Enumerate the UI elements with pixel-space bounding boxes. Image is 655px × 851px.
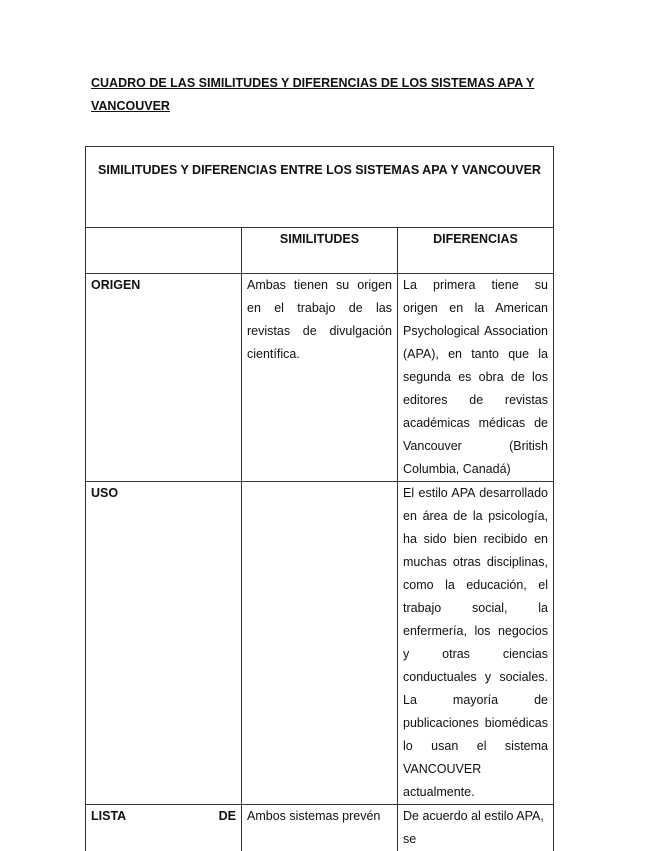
cell-diferencias-uso: El estilo APA desarrollado en área de la psicología, ha sido bien recibido en muchas otras disciplinas, como la educación, el trabajo social, la enfermería, los negocios y otras ciencias conductuales y sociales. La mayoría de publicaciones biomédicas lo usan el sistema VANCOUVER actualmente. <box>398 482 554 805</box>
document-title: CUADRO DE LAS SIMILITUDES Y DIFERENCIAS DE LOS SISTEMAS APA Y VANCOUVER <box>91 72 571 118</box>
row-label-lista-left: LISTA <box>91 805 126 828</box>
header-similitudes: SIMILITUDES <box>242 228 398 274</box>
table-title: SIMILITUDES Y DIFERENCIAS ENTRE LOS SISTEMAS APA Y VANCOUVER <box>86 147 554 228</box>
row-label-uso: USO <box>86 482 242 805</box>
row-label-origen: ORIGEN <box>86 274 242 482</box>
table-title-row <box>86 147 554 228</box>
comparison-table <box>85 146 554 851</box>
header-diferencias: DIFERENCIAS <box>398 228 554 274</box>
row-label-lista-right: DE <box>219 805 236 828</box>
table-row <box>86 274 554 482</box>
table-row <box>86 482 554 805</box>
table-row <box>86 805 554 851</box>
table-header-row <box>86 228 554 274</box>
row-label-lista <box>86 805 242 851</box>
cell-similitudes-lista: Ambos sistemas prevén <box>242 805 398 851</box>
cell-diferencias-lista: De acuerdo al estilo APA, se <box>398 805 554 851</box>
cell-diferencias-origen: La primera tiene su origen en la American Psychological Association (APA), en tanto que la segunda es obra de los editores de revistas académicas médicas de Vancouver (British Columbia, Canadá) <box>398 274 554 482</box>
header-empty <box>86 228 242 274</box>
cell-similitudes-origen: Ambas tienen su origen en el trabajo de las revistas de divulgación científica. <box>242 274 398 482</box>
cell-similitudes-uso <box>242 482 398 805</box>
